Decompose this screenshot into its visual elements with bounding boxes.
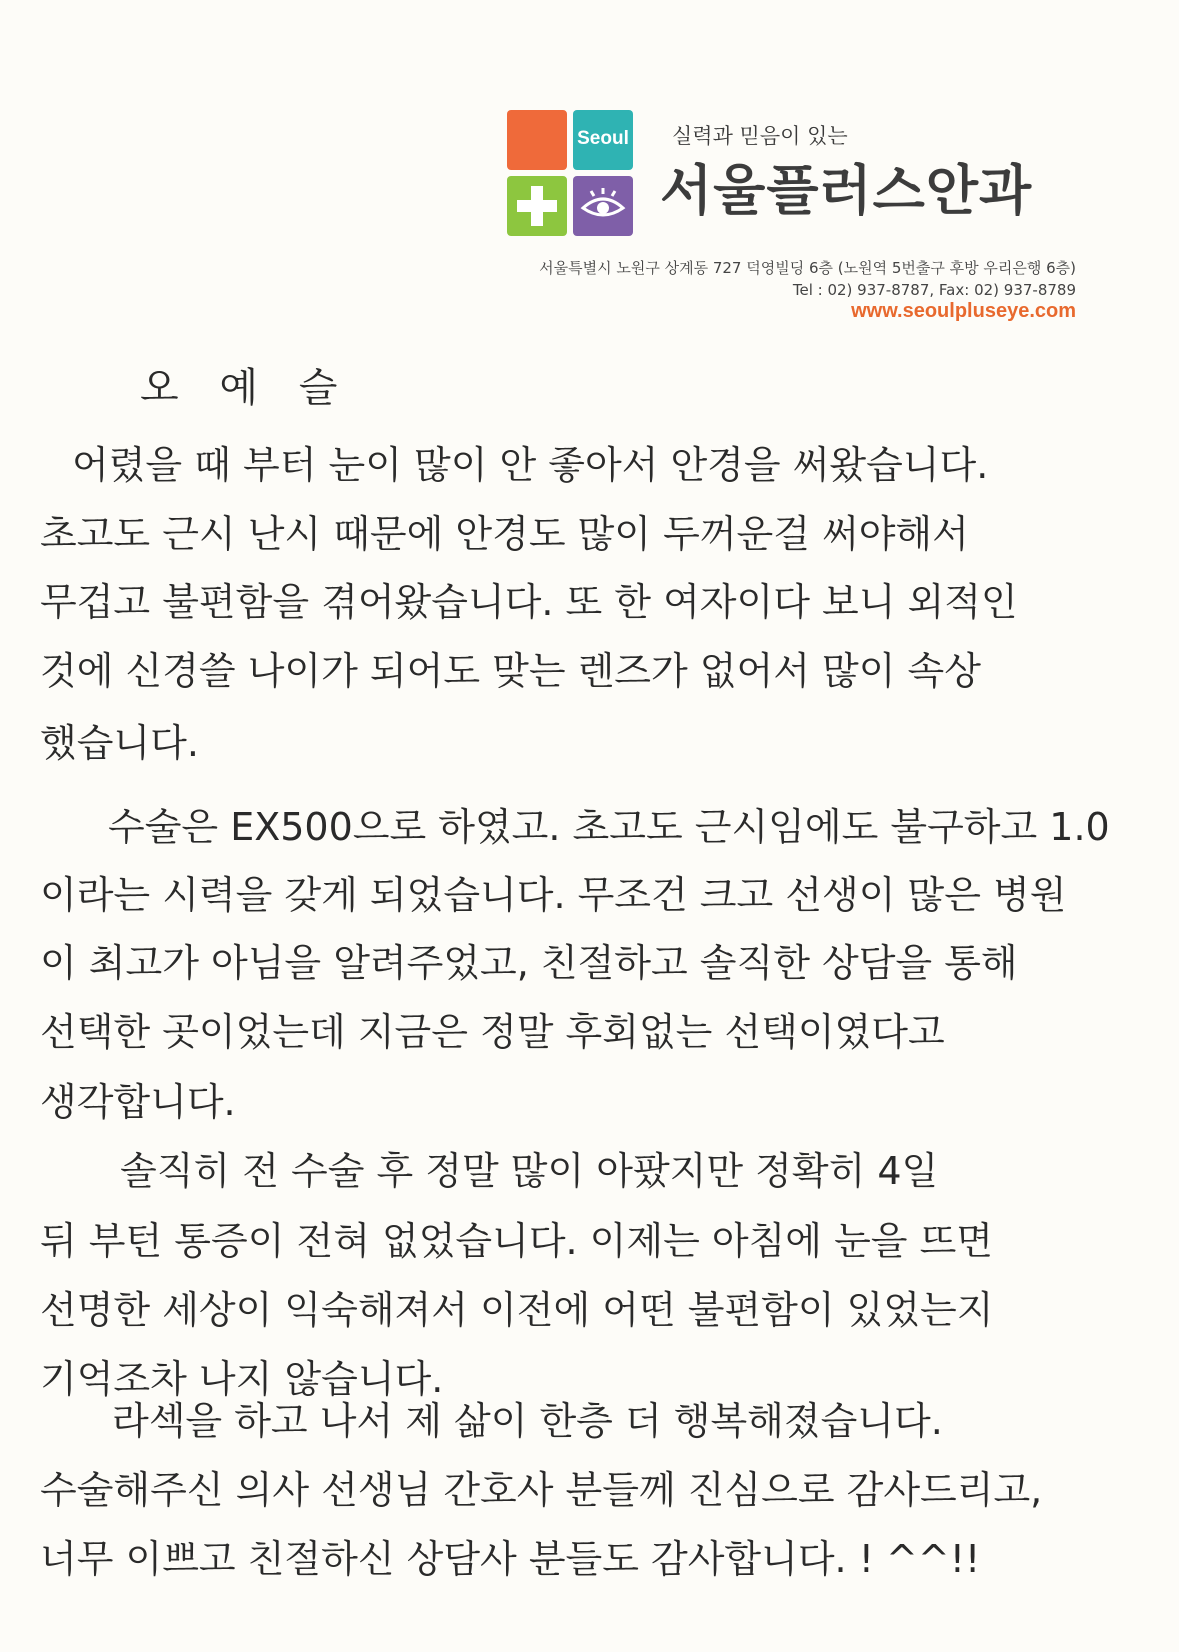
clinic-logo	[507, 110, 635, 236]
letter-line: 했습니다.	[40, 721, 199, 765]
letter-line: 어렸을 때 부터 눈이 많이 안 좋아서 안경을 써왔습니다.	[72, 443, 989, 487]
clinic-contact: Tel : 02) 937-8787, Fax: 02) 937-8789	[792, 281, 1076, 299]
letter-line: 무겁고 불편함을 겪어왔습니다. 또 한 여자이다 보니 외적인	[40, 580, 1018, 624]
letter-line: 라섹을 하고 나서 제 삶이 한층 더 행복해졌습니다.	[112, 1399, 943, 1443]
letter-line: 선택한 곳이었는데 지금은 정말 후회없는 선택이였다고	[40, 1010, 945, 1054]
clinic-address: 서울특별시 노원구 상계동 727 덕영빌딩 6층 (노원역 5번출구 후방 우리은행 6층)	[539, 259, 1076, 277]
plus-icon	[507, 176, 567, 236]
clinic-tagline: 실력과 믿음이 있는	[672, 124, 848, 148]
letter-line: 초고도 근시 난시 때문에 안경도 많이 두꺼운걸 써야해서	[40, 512, 969, 556]
logo-orange-square	[507, 110, 567, 170]
letter-line: 솔직히 전 수술 후 정말 많이 아팠지만 정확히 4일	[120, 1149, 939, 1193]
eye-icon	[573, 176, 633, 236]
logo-purple-square	[573, 176, 633, 236]
letter-author: 오 예 슬	[140, 365, 352, 411]
letter-line: 생각합니다.	[40, 1080, 236, 1124]
clinic-website: www.seoulpluseye.com	[851, 300, 1076, 322]
letter-line: 수술은 EX500으로 하였고. 초고도 근시임에도 불구하고 1.0	[108, 805, 1110, 849]
letter-line: 수술해주신 의사 선생님 간호사 분들께 진심으로 감사드리고,	[40, 1468, 1043, 1512]
letter-line: 이 최고가 아님을 알려주었고, 친절하고 솔직한 상담을 통해	[40, 941, 1018, 985]
letter-line: 뒤 부턴 통증이 전혀 없었습니다. 이제는 아침에 눈을 뜨면	[40, 1219, 993, 1263]
logo-green-square	[507, 176, 567, 236]
letter-line: 것에 신경쓸 나이가 되어도 맞는 렌즈가 없어서 많이 속상	[40, 649, 981, 693]
letter-line: 이라는 시력을 갖게 되었습니다. 무조건 크고 선생이 많은 병원	[40, 873, 1067, 917]
letter-line: 선명한 세상이 익숙해져서 이전에 어떤 불편함이 있었는지	[40, 1288, 994, 1332]
letter-line: 너무 이쁘고 친절하신 상담사 분들도 감사합니다. ! ^^!!	[40, 1537, 981, 1581]
clinic-name: 서울플러스안과	[660, 159, 1033, 222]
letter-line: 기억조차 나지 않습니다.	[40, 1357, 444, 1401]
logo-seoul-text: Seoul	[577, 128, 629, 149]
